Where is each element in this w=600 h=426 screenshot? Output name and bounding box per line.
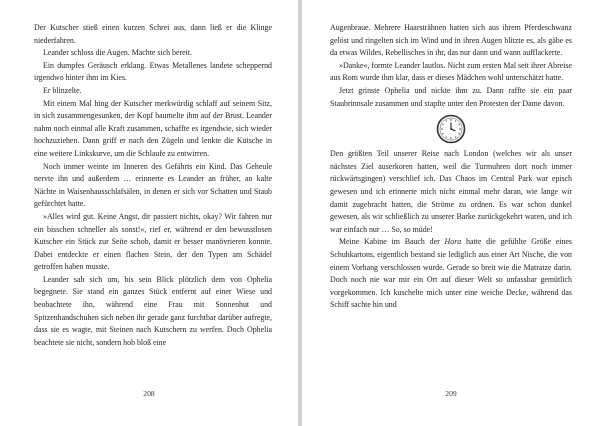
paragraph-text: hatte die gefühlte Größe eines Schuhkartons, eigentlich bestand sie lediglich aus einer Art Nische, die von einem Vorhang verschlossen wurde. Gerade so breit wie die Matratze darin. Doch noch nie war mir ein Ort auf dieser Welt so unfassbar gemütlich vorgekommen. Ich kuschelte mich unter eine weiche Decke, während das Schiff sachte hin und: [330, 237, 573, 310]
page-number: 209: [445, 389, 457, 398]
left-page-text: [34, 22, 272, 349]
pocket-watch-icon: [436, 114, 466, 144]
paragraph: »Danke«, formte Leander lautlos. Nicht zum ersten Mal seit ihrer Abreise aus Rom wurde ihm klar, dass er dieses Mädchen wohl unterschätzt hatte.: [330, 60, 572, 83]
paragraph: Er blinzelte.: [43, 85, 82, 95]
paragraph: Den größten Teil unserer Reise nach London (welches wir als unser nächstes Ziel auserkoren hatten, weil die Turmuhren dort noch immer rückwärtsgingen) verschlief ich. Das Chaos im Central Park war episch gewesen und ich erinnerte mich nicht einmal mehr daran, wie lange wir damit zugebracht hatten, die Ströme zu ordnen. Es war schon dunkel gewesen, als wir schließlich zu unserer Barke zurückgekehrt waren, und ich war einfach nur … So, so müde!: [330, 149, 572, 234]
page-number: 208: [143, 389, 155, 398]
paragraph: Augenbraue. Mehrere Haarsträhnen hatten sich aus ihrem Pferdeschwanz gelöst und ringelten sich im Wind und in ihren Augen blitzte es, als gäbe es da etwas Wildes, Rebellisches in ihr, das nur dann und wann aufflackerte.: [330, 23, 572, 58]
paragraph-text: Meine Kabine im Bauch der: [339, 237, 445, 247]
paragraph: Ein dumpfes Geräusch erklang. Etwas Metallenes landete scheppernd irgendwo hinter ihm im Kies.: [34, 60, 272, 83]
right-page: [302, 0, 600, 426]
paragraph: Noch immer weinte im Inneren des Gefährts ein Kind. Das Geheule nervte ihn und außerdem … erinnerte es Leander an früher, an kalte Nächte in Waisenhausschlafsälen, in denen er sich vor Schatten und Staub gefürchtet hatte.: [34, 161, 272, 209]
paragraph: Jetzt grinste Ophelia und nickte ihm zu. Dann raffte sie ein paar Staubrinnsale zusammen und stapfte unter den Protesten der Dame davon.: [330, 85, 572, 108]
paragraph: Leander schloss die Augen. Machte sich bereit.: [43, 48, 192, 58]
ship-name: Hora: [444, 237, 462, 247]
right-page-text: [330, 22, 572, 312]
paragraph: »Alles wird gut. Keine Angst, dir passiert nichts, okay? Wir fahren nur ein bisschen schneller als sonst!«, rief er, während er den bewusstlosen Kutscher ein Stück zur Seite schob, damit er besser manövrieren konnte. Dabei entdeckte er einen flachen Stein, der den Typen am Schädel getroffen haben musste.: [34, 211, 272, 272]
paragraph: Der Kutscher stieß einen kurzen Schrei aus, dann ließ er die Klinge niederfahren.: [34, 23, 272, 45]
paragraph: Mit einem Mal hing der Kutscher merkwürdig schlaff auf seinem Sitz, in sich zusammengesunken, der Kopf baumelte ihm auf der Brust. Leander nahm noch einmal alle Kraft zusammen, schaffte es irgendwie, sich wieder hochzuziehen. Dann griff er nach den Zügeln und lenkte die Kutsche in eine weitere Linkskurve, um die Schlaufe zu entwirren.: [34, 98, 272, 158]
paragraph: Leander sah sich um, bis sein Blick plötzlich dem von Ophelia begegnete. Sie stand ein ganzes Stück entfernt auf einer Wiese und beobachtete ihn, während eine Frau mit Sonnenhut und Spitzenhandschuhen sich neben ihr gerade ganz furchtbar darüber aufregte, dass sie es wagte, mit Steinen nach Kutschern zu werfen. Doch Ophelia beachtete sie nicht, sondern hob bloß eine: [34, 274, 272, 347]
section-separator: [330, 112, 572, 146]
left-page: [0, 0, 298, 426]
paragraph: [330, 236, 572, 312]
